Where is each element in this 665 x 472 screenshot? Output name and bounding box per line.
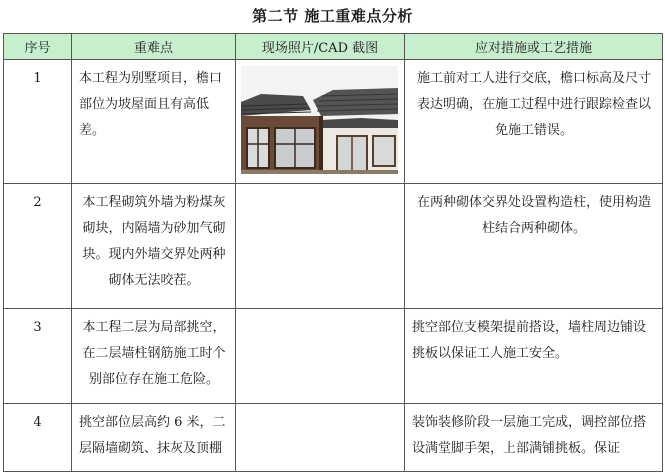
header-no: 序号: [4, 34, 72, 60]
row-difficulty: 挑空部位层高约 6 米，二层隔墙砌筑、抹灰及顶棚: [72, 404, 236, 472]
row-no: 2: [4, 184, 72, 309]
page-title: 第二节 施工重难点分析: [252, 7, 413, 25]
row-measure: 施工前对工人进行交底，檐口标高及尺寸表达明确，在施工过程中进行跟踪检查以免施工错误。: [405, 60, 663, 184]
row-no: 4: [4, 404, 72, 472]
row-photo: [236, 404, 405, 472]
row-measure: 挑空部位支模架提前搭设，墙柱周边铺设挑板以保证工人施工安全。: [405, 309, 663, 404]
table-header-row: [4, 34, 663, 60]
row-measure: 在两种砌体交界处设置构造柱，使用构造柱结合两种砌体。: [405, 184, 663, 309]
row-measure: 装饰装修阶段一层施工完成，调控部位搭设满堂脚手架，上部满铺挑板。保证: [405, 404, 663, 472]
row-difficulty: 本工程为别墅项目，檐口部位为坡屋面且有高低差。: [72, 60, 236, 184]
table-row: [4, 184, 663, 309]
row-no: 3: [4, 309, 72, 404]
difficulty-table: [3, 33, 663, 472]
table-row: [4, 404, 663, 472]
row-difficulty: 本工程二层为局部挑空，在二层墙柱钢筋施工时个别部位存在施工危险。: [72, 309, 236, 404]
row-difficulty: 本工程砌筑外墙为粉煤灰砌块，内隔墙为砂加气砌块。现内外墙交界处两种砌体无法咬茬。: [72, 184, 236, 309]
header-photo: 现场照片/CAD 截图: [236, 34, 405, 60]
row-photo: [236, 60, 405, 184]
header-difficulty: 重难点: [72, 34, 236, 60]
row-photo: [236, 184, 405, 309]
header-measure: 应对措施或工艺措施: [405, 34, 663, 60]
table-row: [4, 309, 663, 404]
villa-roof-photo-icon: [241, 66, 398, 174]
row-no: 1: [4, 60, 72, 184]
row-photo: [236, 309, 405, 404]
table-row: [4, 60, 663, 184]
